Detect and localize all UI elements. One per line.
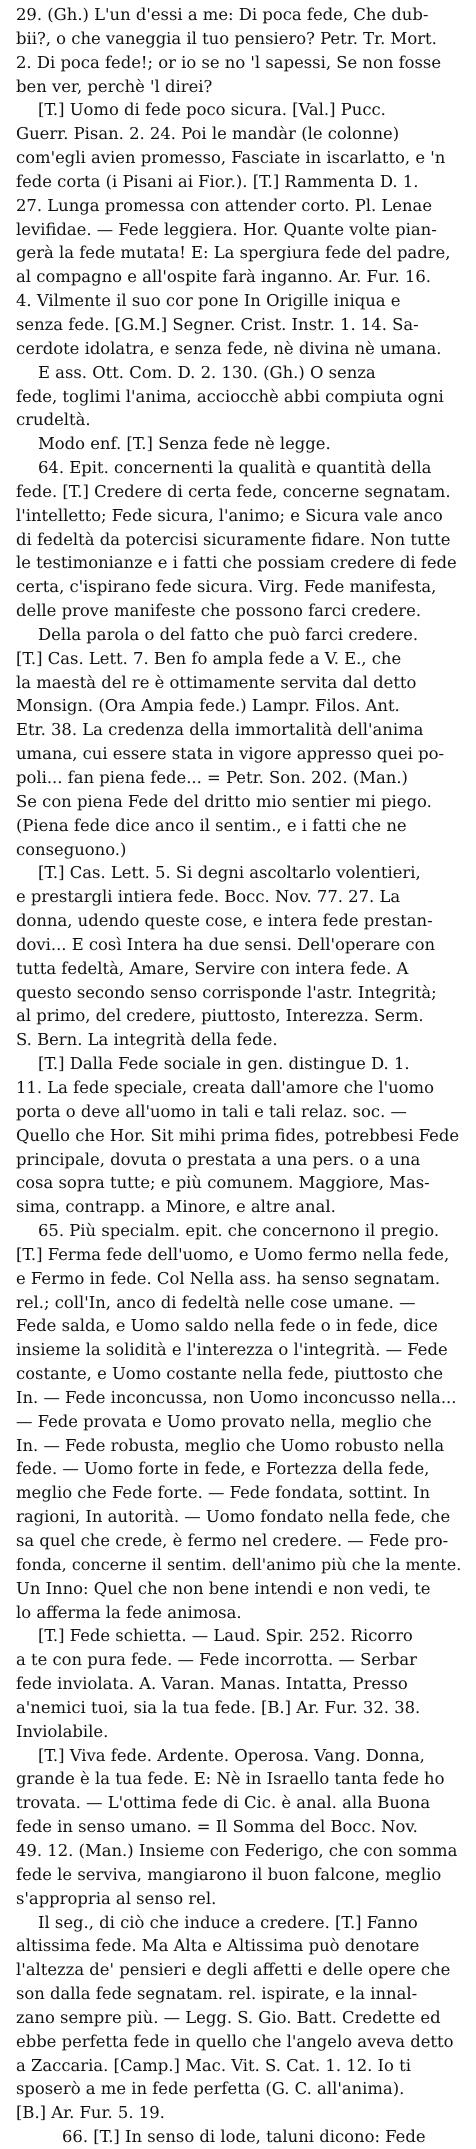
text-line: di fedeltà da potercisi sicuramente fidare. Non tutte xyxy=(16,529,451,549)
text-line: fede, toglimi l'anima, acciocchè abbi compiuta ogni xyxy=(16,386,444,406)
text-line: delle prove manifeste che possono farci credere. xyxy=(16,601,422,621)
text-line: Modo enf. [T.] Senza fede nè legge. xyxy=(38,434,331,454)
text-line: Etr. 38. La credenza della immortalità dell'anima xyxy=(16,720,424,740)
text-line: cerdote idolatra, e senza fede, nè divina nè umana. xyxy=(16,338,442,358)
text-line: lo afferma la fede animosa. xyxy=(16,1602,242,1622)
text-line: a Zaccaria. [Camp.] Mac. Vit. S. Cat. 1. 12. Io ti xyxy=(16,2055,411,2075)
text-line: Il seg., di ciò che induce a credere. [T.] Fanno xyxy=(38,1912,418,1932)
text-line: poli... fan piena fede... = Petr. Son. 202. (Man.) xyxy=(16,768,408,787)
text-line: Della parola o del fatto che può farci credere. xyxy=(38,624,419,644)
text-line: levifidae. — Fede leggiera. Hor. Quante volte pian- xyxy=(16,219,437,239)
text-line: zano sempre più. — Legg. S. Gio. Batt. Credette ed xyxy=(16,2007,441,2027)
text-line: e Fermo in fede. Col Nella ass. ha senso segnatam. xyxy=(16,1268,441,1288)
text-line: Un Inno: Quel che non bene intendi e non vedi, te xyxy=(16,1578,431,1598)
text-line: [T.] Viva fede. Ardente. Operosa. Vang. Donna, xyxy=(38,1745,425,1765)
text-line: altissima fede. Ma Alta e Altissima può denotare xyxy=(16,1936,420,1956)
text-line: fede corta (i Pisani ai Fior.). [T.] Rammenta D. 1. xyxy=(16,171,419,191)
text-line: cosa sopra tutte; e più comunem. Maggiore, Mas- xyxy=(16,1173,430,1193)
text-line: [T.] Dalla Fede sociale in gen. distingue D. 1. xyxy=(38,1054,410,1074)
text-line: [T.] Fede schietta. — Laud. Spir. 252. Ricorro xyxy=(38,1626,413,1646)
text-line: al primo, del credere, piuttosto, Interezza. Serm. xyxy=(16,1006,424,1026)
text-line: l'intelletto; Fede sicura, l'animo; e Sicura vale anco xyxy=(16,505,443,525)
text-line: 66. [T.] In senso di lode, taluni dicono: Fede xyxy=(62,2127,426,2147)
text-line: donna, udendo queste cose, e intera fede prestan- xyxy=(16,911,433,931)
text-line: Se con piena Fede del dritto mio sentier mi piego. xyxy=(16,791,432,811)
text-line: a'nemici tuoi, sia la tua fede. [B.] Ar. Fur. 32. 38. xyxy=(16,1697,421,1717)
text-line: son dalla fede segnatam. rel. ispirate, e la innal- xyxy=(16,1984,418,2004)
text-line: la maestà del re è ottimamente servita dal detto xyxy=(16,672,417,692)
text-line: E ass. Ott. Com. D. 2. 130. (Gh.) O senza xyxy=(38,362,376,382)
text-line: meglio che Fede forte. — Fede fondata, sottint. In xyxy=(16,1483,430,1503)
text-line: trovata. — L'ottima fede di Cic. è anal. alla Buona xyxy=(16,1793,431,1813)
text-line: 4. Vilmente il suo cor pone In Origille iniqua e xyxy=(16,291,401,311)
text-line: senza fede. [G.M.] Segner. Crist. Instr. 1. 14. Sa- xyxy=(16,314,419,334)
text-line: al compagno e all'ospite farà inganno. Ar. Fur. 16. xyxy=(16,267,431,287)
text-line: l'altezza de' pensieri e degli affetti e delle opere che xyxy=(16,1960,451,1980)
dictionary-entry-text xyxy=(16,3,462,2149)
text-line: principale, dovuta o prestata a una pers. o a una xyxy=(16,1149,421,1169)
text-line: gerà la fede mutata! E: La spergiura fede del padre, xyxy=(16,243,451,263)
text-line: grande è la tua fede. E: Nè in Israello tanta fede ho xyxy=(16,1769,445,1789)
text-line: le testimonianze e i fatti che possiam credere di fede xyxy=(16,553,457,573)
text-line: [B.] Ar. Fur. 5. 19. xyxy=(16,2103,165,2123)
text-line: 49. 12. (Man.) Insieme con Federigo, che con somma xyxy=(16,1840,458,1860)
text-line: fede inviolata. A. Varan. Manas. Intatta, Presso xyxy=(16,1674,408,1694)
text-line: s'appropria al senso rel. xyxy=(16,1888,217,1908)
text-line: — Fede provata e Uomo provato nella, meglio che xyxy=(16,1411,432,1431)
text-line: [T.] Cas. Lett. 7. Ben fo ampla fede a V. E., che xyxy=(16,648,402,668)
text-line: [T.] Ferma fede dell'uomo, e Uomo fermo nella fede, xyxy=(16,1244,450,1264)
text-line: com'egli avien promesso, Fasciate in iscarlatto, e 'n xyxy=(16,148,446,168)
text-line: 11. La fede speciale, creata dall'amore che l'uomo xyxy=(16,1077,434,1097)
text-line: (Piena fede dice anco il sentim., e i fatti che ne xyxy=(16,815,407,835)
text-line: ragioni, In autorità. — Uomo fondato nella fede, che xyxy=(16,1507,451,1527)
text-line: ben ver, perchè 'l direi? xyxy=(16,76,213,96)
text-line: fede. — Uomo forte in fede, e Fortezza della fede, xyxy=(16,1459,430,1479)
text-line: In. — Fede robusta, meglio che Uomo robusto nella xyxy=(16,1435,445,1455)
text-line: 27. Lunga promessa con attender corto. Pl. Lenae xyxy=(16,195,433,215)
text-line: Quello che Hor. Sit mihi prima fides, potrebbesi Fede xyxy=(16,1125,460,1145)
text-line: 29. (Gh.) L'un d'essi a me: Di poca fede, Che dub- xyxy=(16,5,429,24)
text-line: fede le serviva, mangiarono il buon falcone, meglio xyxy=(16,1864,442,1884)
text-line: rel.; coll'In, anco di fedeltà nelle cose umane. — xyxy=(16,1292,416,1312)
text-line: tutta fedeltà, Amare, Servire con intera fede. A xyxy=(16,958,409,978)
text-line: bii?, o che vaneggia il tuo pensiero? Petr. Tr. Mort. xyxy=(16,28,437,48)
text-line: e prestargli intiera fede. Bocc. Nov. 77. 27. La xyxy=(16,887,401,907)
text-line: costante, e Uomo costante nella fede, piuttosto che xyxy=(16,1364,444,1384)
text-line: dovi... E così Intera ha due sensi. Dell'operare con xyxy=(16,934,436,954)
text-line: sa quel che crede, è fermo nel credere. — Fede pro- xyxy=(16,1531,449,1550)
text-line: Monsign. (Ora Ampia fede.) Lampr. Filos. Ant. xyxy=(16,696,400,716)
text-line: Fede salda, e Uomo saldo nella fede o in fede, dice xyxy=(16,1316,438,1336)
text-line: fede in senso umano. = Il Somma del Bocc. Nov. xyxy=(16,1817,418,1837)
text-line: S. Bern. La integrità della fede. xyxy=(16,1030,278,1050)
text-line: Guerr. Pisan. 2. 24. Poi le mandàr (le colonne) xyxy=(16,124,400,144)
text-line: 2. Di poca fede!; or io se no 'l sapessi, Se non fosse xyxy=(16,52,442,72)
text-line: 64. Epit. concernenti la qualità e quantità della xyxy=(38,458,432,478)
text-line: [T.] Cas. Lett. 5. Si degni ascoltarlo volentieri, xyxy=(38,863,421,883)
text-line: conseguono.) xyxy=(16,839,127,859)
text-line: porta o deve all'uomo in tali e tali relaz. soc. — xyxy=(16,1101,407,1121)
text-line: 65. Più specialm. epit. che concernono il pregio. xyxy=(38,1221,440,1241)
text-line: fonda, concerne il sentim. dell'animo più che la mente. xyxy=(16,1554,462,1574)
text-line: sima, contrapp. a Minore, e altre anal. xyxy=(16,1197,336,1217)
text-line: sposerò a me in fede perfetta (G. C. all'anima). xyxy=(16,2079,405,2099)
text-line: Inviolabile. xyxy=(16,1721,109,1741)
text-line: insieme la solidità e l'interezza o l'integrità. — Fede xyxy=(16,1340,448,1360)
text-line: ebbe perfetta fede in quello che l'angelo aveva detto xyxy=(16,2031,454,2051)
text-line: a te con pura fede. — Fede incorrotta. — Serbar xyxy=(16,1650,417,1670)
text-line: questo secondo senso corrisponde l'astr. Integrità; xyxy=(16,982,437,1002)
text-line: crudeltà. xyxy=(16,410,91,430)
text-line: certa, c'ispirano fede sicura. Virg. Fede manifesta, xyxy=(16,577,437,597)
text-line: [T.] Uomo di fede poco sicura. [Val.] Pucc. xyxy=(38,100,386,120)
text-line: fede. [T.] Credere di certa fede, concerne segnatam. xyxy=(16,481,451,501)
text-line: In. — Fede inconcussa, non Uomo inconcusso nella... xyxy=(16,1387,457,1407)
text-line: umana, cui essere stata in vigore appresso quei po- xyxy=(16,744,445,764)
